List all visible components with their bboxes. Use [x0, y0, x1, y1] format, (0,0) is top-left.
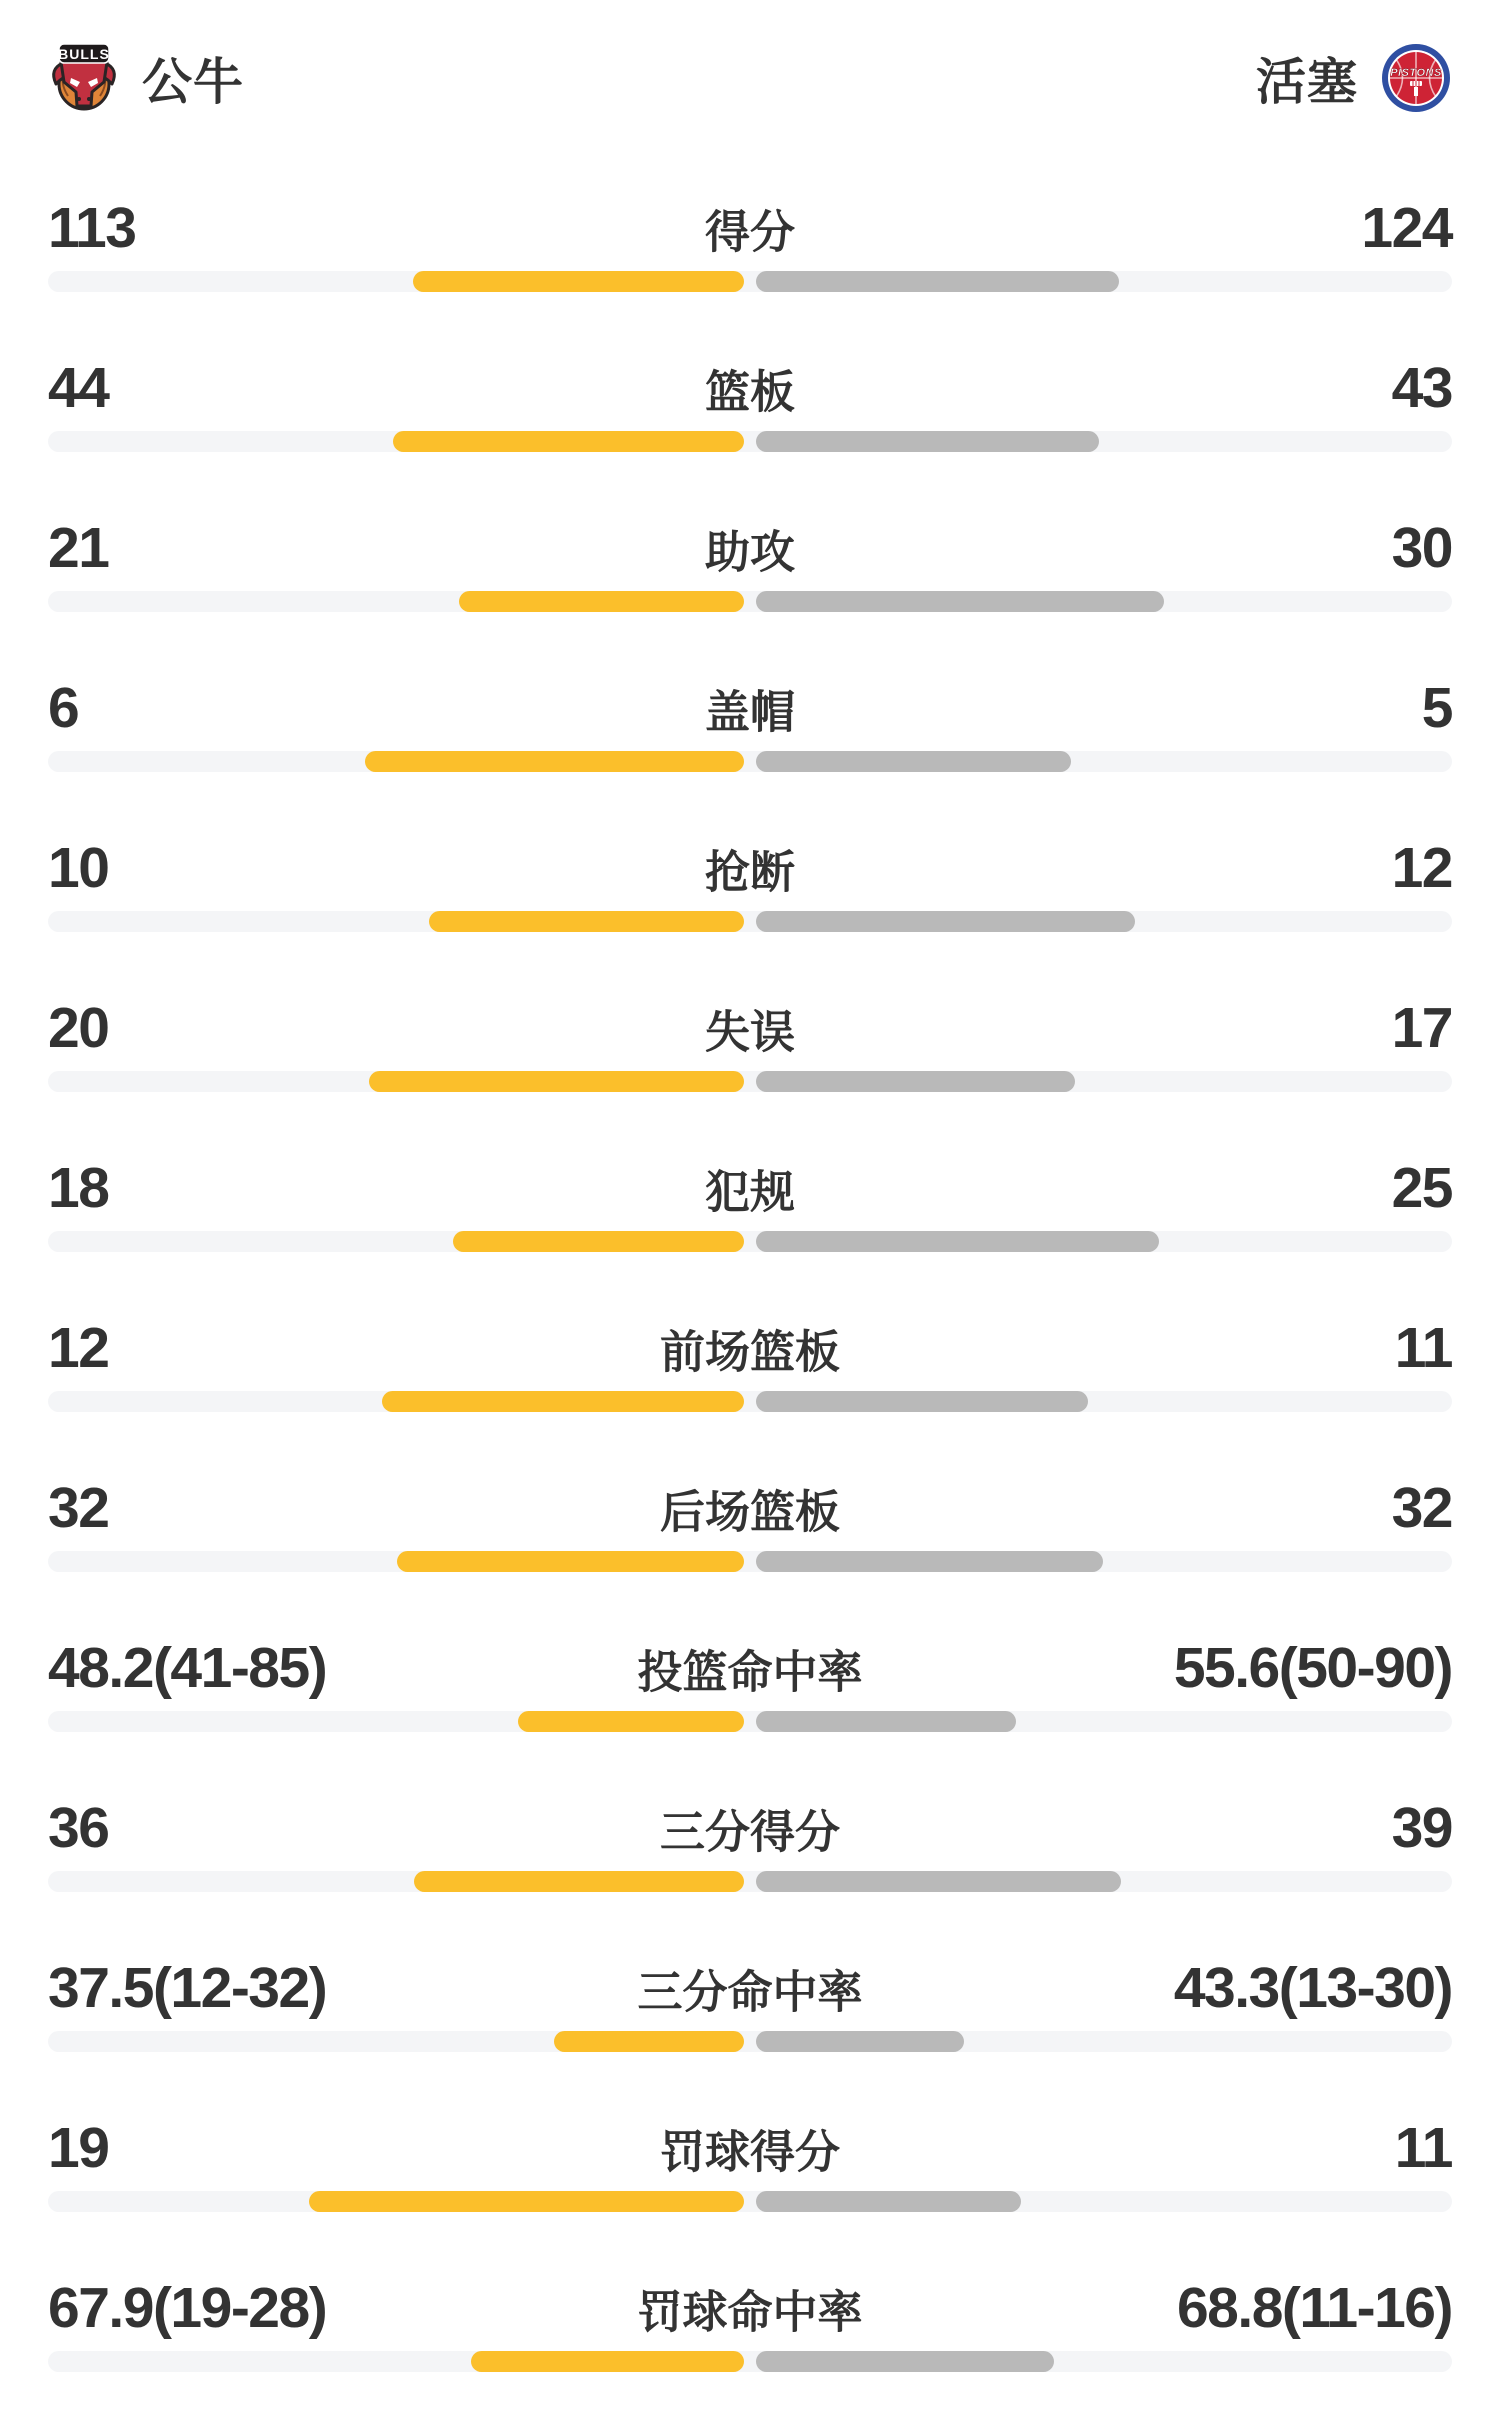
stat-values-line — [48, 828, 1452, 908]
stat-value-home: 44 — [48, 356, 109, 420]
stat-bar-away — [756, 2031, 964, 2052]
stat-row — [48, 508, 1452, 668]
stat-bar-away — [756, 591, 1164, 612]
stat-value-home: 6 — [48, 676, 79, 740]
stat-value-away: 43.3(13-30) — [1173, 1956, 1452, 2020]
stat-values-line — [48, 508, 1452, 588]
stat-bar-home — [459, 591, 744, 612]
pistons-logo-icon — [1380, 42, 1452, 114]
stat-row — [48, 988, 1452, 1148]
stat-values-line — [48, 1628, 1452, 1708]
away-team-name: 活塞 — [1256, 54, 1358, 110]
stat-value-away: 25 — [1391, 1156, 1452, 1220]
team-away — [1256, 42, 1452, 114]
stat-bar-away — [756, 1551, 1103, 1572]
stat-value-away: 12 — [1391, 836, 1452, 900]
stat-row — [48, 668, 1452, 828]
stat-label: 篮板 — [704, 366, 796, 418]
stat-label: 三分命中率 — [637, 1966, 863, 2018]
stat-bar-away — [756, 271, 1119, 292]
stat-row — [48, 1308, 1452, 1468]
stat-track — [48, 1231, 1452, 1252]
stat-label: 抢断 — [704, 846, 796, 898]
stat-track — [48, 591, 1452, 612]
stat-values-line — [48, 348, 1452, 428]
stat-label: 助攻 — [704, 526, 796, 578]
stat-bar-home — [397, 1551, 744, 1572]
stat-label: 后场篮板 — [659, 1486, 841, 1538]
stat-value-home: 18 — [48, 1156, 109, 1220]
stat-value-away: 124 — [1361, 196, 1452, 260]
stat-track — [48, 431, 1452, 452]
stat-value-away: 43 — [1391, 356, 1452, 420]
stat-bar-home — [471, 2351, 744, 2372]
stat-values-line — [48, 1788, 1452, 1868]
stat-bar-away — [756, 751, 1071, 772]
stat-values-line — [48, 988, 1452, 1068]
stat-label: 盖帽 — [704, 686, 796, 738]
stat-bar-home — [365, 751, 744, 772]
stat-label: 投篮命中率 — [637, 1646, 863, 1698]
stat-label: 罚球得分 — [659, 2126, 841, 2178]
header — [48, 38, 1452, 118]
stat-value-home: 21 — [48, 516, 109, 580]
stat-track — [48, 1711, 1452, 1732]
stat-label: 犯规 — [704, 1166, 796, 1218]
pistons-logo-text: PISTONS — [1390, 67, 1442, 79]
stat-row — [48, 828, 1452, 988]
stat-track — [48, 1071, 1452, 1092]
stat-bar-home — [309, 2191, 744, 2212]
stat-value-home: 32 — [48, 1476, 109, 1540]
stat-bar-away — [756, 2191, 1021, 2212]
stat-label: 罚球命中率 — [637, 2286, 863, 2338]
stat-values-line — [48, 188, 1452, 268]
stat-bar-away — [756, 2351, 1054, 2372]
stat-label: 得分 — [704, 206, 796, 258]
stat-values-line — [48, 2268, 1452, 2348]
stat-row — [48, 1788, 1452, 1948]
stat-bar-away — [756, 911, 1135, 932]
stat-value-away: 17 — [1391, 996, 1452, 1060]
stat-bar-away — [756, 1071, 1075, 1092]
stat-track — [48, 2031, 1452, 2052]
stat-values-line — [48, 1468, 1452, 1548]
stat-bar-away — [756, 1231, 1159, 1252]
stat-track — [48, 911, 1452, 932]
stat-value-home: 10 — [48, 836, 109, 900]
stat-value-away: 11 — [1394, 1316, 1452, 1380]
stat-row — [48, 1948, 1452, 2108]
stat-values-line — [48, 2108, 1452, 2188]
stat-values-line — [48, 1148, 1452, 1228]
stat-value-away: 68.8(11-16) — [1176, 2276, 1452, 2340]
stat-row — [48, 188, 1452, 348]
stat-track — [48, 1551, 1452, 1572]
stat-track — [48, 2351, 1452, 2372]
stat-values-line — [48, 1948, 1452, 2028]
stat-track — [48, 751, 1452, 772]
stat-bar-home — [413, 271, 744, 292]
stat-value-home: 48.2(41-85) — [48, 1636, 327, 1700]
stat-value-home: 67.9(19-28) — [48, 2276, 327, 2340]
stat-row — [48, 348, 1452, 508]
stat-label: 前场篮板 — [659, 1326, 841, 1378]
stat-label: 三分得分 — [659, 1806, 841, 1858]
stat-value-home: 20 — [48, 996, 109, 1060]
stat-bar-home — [453, 1231, 744, 1252]
stat-row — [48, 1628, 1452, 1788]
stat-row — [48, 1148, 1452, 1308]
stat-track — [48, 2191, 1452, 2212]
stat-value-away: 55.6(50-90) — [1173, 1636, 1452, 1700]
stat-label: 失误 — [704, 1006, 796, 1058]
stat-value-home: 36 — [48, 1796, 109, 1860]
stat-bar-away — [756, 1871, 1121, 1892]
stat-value-away: 11 — [1394, 2116, 1452, 2180]
stat-track — [48, 1871, 1452, 1892]
stat-bar-home — [554, 2031, 744, 2052]
stat-bar-away — [756, 431, 1099, 452]
stat-row — [48, 2108, 1452, 2268]
stat-values-line — [48, 668, 1452, 748]
stat-bar-home — [518, 1711, 744, 1732]
stat-bar-home — [414, 1871, 744, 1892]
stat-values-line — [48, 1308, 1452, 1388]
stat-value-home: 19 — [48, 2116, 109, 2180]
bulls-logo-text: BULLS — [58, 46, 110, 62]
stat-value-away: 32 — [1391, 1476, 1452, 1540]
bulls-logo-icon — [48, 42, 120, 114]
team-home — [48, 42, 244, 114]
stat-value-away: 30 — [1391, 516, 1452, 580]
home-team-name: 公牛 — [142, 54, 244, 110]
stat-bar-home — [369, 1071, 744, 1092]
stat-track — [48, 271, 1452, 292]
stat-bar-away — [756, 1391, 1088, 1412]
stat-bar-home — [393, 431, 744, 452]
stat-value-away: 39 — [1391, 1796, 1452, 1860]
stat-row — [48, 1468, 1452, 1628]
stat-bar-home — [429, 911, 744, 932]
stat-bar-away — [756, 1711, 1016, 1732]
stat-value-away: 5 — [1421, 676, 1452, 740]
stat-row — [48, 2268, 1452, 2428]
stat-bar-home — [382, 1391, 744, 1412]
stat-value-home: 12 — [48, 1316, 109, 1380]
stat-track — [48, 1391, 1452, 1412]
stat-value-home: 113 — [48, 196, 136, 260]
stat-value-home: 37.5(12-32) — [48, 1956, 327, 2020]
